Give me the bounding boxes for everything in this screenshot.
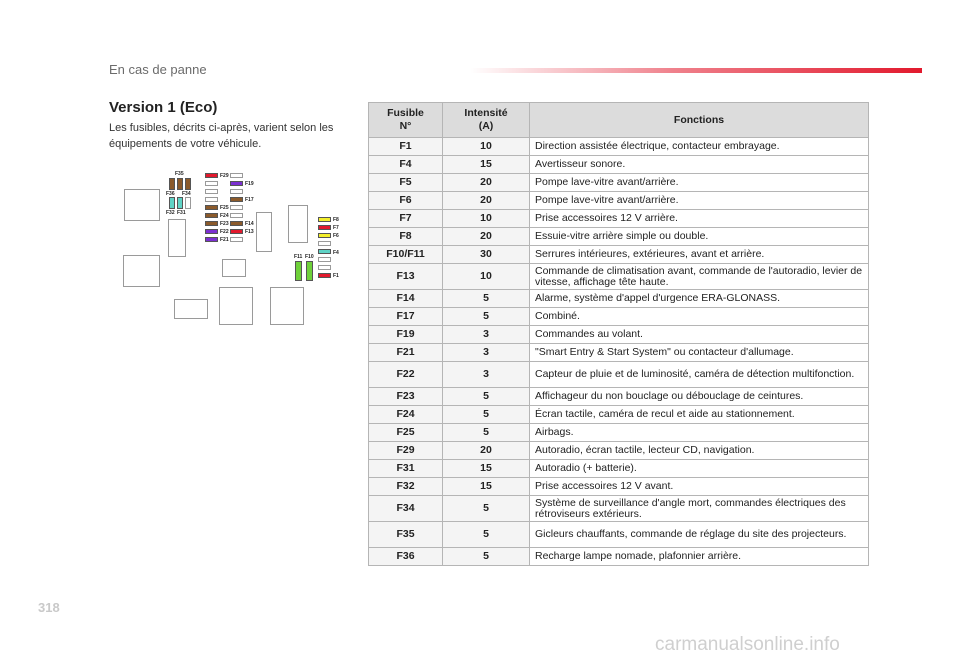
- table-row: [369, 290, 869, 308]
- amperage-cell: 10: [443, 264, 530, 290]
- fuse-slot: [205, 221, 218, 226]
- amperage-cell: 3: [443, 326, 530, 344]
- fuse-slot-empty: [230, 173, 243, 178]
- fuse-slot-empty: [318, 241, 331, 246]
- fuse-label: F24: [220, 213, 229, 219]
- fuse-slot-empty: [318, 257, 331, 262]
- fuse-table: [368, 102, 869, 566]
- amperage-cell: 15: [443, 460, 530, 478]
- header-fuse: Fusible N°: [369, 103, 443, 138]
- header-accent-bar: [470, 68, 922, 73]
- table-row: [369, 174, 869, 192]
- amperage-cell: 20: [443, 192, 530, 210]
- component-outline: [256, 212, 272, 252]
- fuse-label: F4: [333, 250, 339, 256]
- fuse-slot-empty: [230, 237, 243, 242]
- table-row: [369, 228, 869, 246]
- fuse-number-cell: F6: [369, 192, 443, 210]
- amperage-cell: 5: [443, 388, 530, 406]
- fuse-slot: [205, 173, 218, 178]
- amperage-cell: 20: [443, 228, 530, 246]
- amperage-cell: 3: [443, 344, 530, 362]
- function-cell: Alarme, système d'appel d'urgence ERA-GLONASS.: [530, 290, 869, 308]
- fuse-slot-empty: [205, 181, 218, 186]
- fuse-label: F17: [245, 197, 254, 203]
- fuse-label: F19: [245, 181, 254, 187]
- table-row: [369, 246, 869, 264]
- fuse-slot-empty: [230, 189, 243, 194]
- function-cell: Système de surveillance d'angle mort, commandes électriques des rétroviseurs extérieurs.: [530, 496, 869, 522]
- fuse-number-cell: F10/F11: [369, 246, 443, 264]
- component-outline: [124, 189, 160, 221]
- fuse-number-cell: F23: [369, 388, 443, 406]
- table-row: [369, 326, 869, 344]
- fuse-label: F7: [333, 225, 339, 231]
- fuse-slot: [177, 197, 183, 209]
- amperage-cell: 10: [443, 210, 530, 228]
- fuse-slot: [230, 197, 243, 202]
- fuse-slot: [318, 225, 331, 230]
- component-outline: [123, 255, 160, 287]
- component-outline: [270, 287, 304, 325]
- fuse-number-cell: F7: [369, 210, 443, 228]
- fuse-label: F29: [220, 173, 229, 179]
- table-row: [369, 522, 869, 548]
- fuse-slot: [318, 217, 331, 222]
- component-outline: [174, 299, 208, 319]
- function-cell: Airbags.: [530, 424, 869, 442]
- fuse-slot-empty: [318, 265, 331, 270]
- amperage-cell: 5: [443, 522, 530, 548]
- table-row: [369, 548, 869, 566]
- table-row: [369, 192, 869, 210]
- header-title: En cas de panne: [109, 62, 207, 77]
- fuse-number-cell: F13: [369, 264, 443, 290]
- table-row: [369, 156, 869, 174]
- function-cell: Autoradio (+ batterie).: [530, 460, 869, 478]
- fuse-slot: [230, 229, 243, 234]
- component-outline: [288, 205, 308, 243]
- fuse-label: F25: [220, 205, 229, 211]
- table-row: [369, 442, 869, 460]
- function-cell: "Smart Entry & Start System" ou contacteur d'allumage.: [530, 344, 869, 362]
- fuse-number-cell: F32: [369, 478, 443, 496]
- fuse-number-cell: F35: [369, 522, 443, 548]
- function-cell: Combiné.: [530, 308, 869, 326]
- fuse-label: F1: [333, 273, 339, 279]
- header-amps: Intensité (A): [443, 103, 530, 138]
- fuse-slot: [205, 205, 218, 210]
- function-cell: Direction assistée électrique, contacteur embrayage.: [530, 138, 869, 156]
- table-row: [369, 460, 869, 478]
- amperage-cell: 5: [443, 424, 530, 442]
- fuse-number-cell: F14: [369, 290, 443, 308]
- section-intro: Les fusibles, décrits ci-après, varient selon les équipements de votre véhicule.: [109, 122, 334, 150]
- fuse-label: F34: [182, 191, 191, 197]
- table-row: [369, 138, 869, 156]
- fuse-slot: [205, 237, 218, 242]
- fuse-number-cell: F36: [369, 548, 443, 566]
- fuse-label: F8: [333, 217, 339, 223]
- amperage-cell: 30: [443, 246, 530, 264]
- fuse-slot: [306, 261, 313, 281]
- fuse-slot: [205, 229, 218, 234]
- fuse-label: F36: [166, 191, 175, 197]
- fuse-slot: [230, 181, 243, 186]
- amperage-cell: 15: [443, 156, 530, 174]
- fuse-number-cell: F25: [369, 424, 443, 442]
- fuse-slot-empty: [205, 197, 218, 202]
- fuse-slot-empty: [230, 205, 243, 210]
- component-outline: [222, 259, 246, 277]
- function-cell: Pompe lave-vitre avant/arrière.: [530, 192, 869, 210]
- fuse-slot: [318, 249, 331, 254]
- fuse-label: F10: [305, 254, 314, 260]
- fuse-number-cell: F4: [369, 156, 443, 174]
- function-cell: Prise accessoires 12 V avant.: [530, 478, 869, 496]
- function-cell: Serrures intérieures, extérieures, avant et arrière.: [530, 246, 869, 264]
- fuse-slot: [185, 178, 191, 190]
- page-number: 318: [38, 600, 60, 615]
- function-cell: Affichageur du non bouclage ou débouclage de ceintures.: [530, 388, 869, 406]
- fuse-number-cell: F17: [369, 308, 443, 326]
- function-cell: Avertisseur sonore.: [530, 156, 869, 174]
- fuse-slot: [169, 197, 175, 209]
- fuse-label: F31: [177, 210, 186, 216]
- fuse-label: F22: [220, 229, 229, 235]
- amperage-cell: 15: [443, 478, 530, 496]
- fuse-slot: [318, 233, 331, 238]
- fuse-number-cell: F31: [369, 460, 443, 478]
- component-outline: [219, 287, 253, 325]
- amperage-cell: 5: [443, 290, 530, 308]
- function-cell: Pompe lave-vitre avant/arrière.: [530, 174, 869, 192]
- fuse-slot: [318, 273, 331, 278]
- fuse-slot-empty: [230, 213, 243, 218]
- fuse-label: F6: [333, 233, 339, 239]
- section-title: Version 1 (Eco): [109, 99, 218, 116]
- header-functions: Fonctions: [530, 103, 869, 138]
- table-row: [369, 496, 869, 522]
- fuse-slot-empty: [185, 197, 191, 209]
- table-row: [369, 424, 869, 442]
- fuse-number-cell: F19: [369, 326, 443, 344]
- fuse-label: F35: [175, 171, 184, 177]
- function-cell: Écran tactile, caméra de recul et aide au stationnement.: [530, 406, 869, 424]
- function-cell: Recharge lampe nomade, plafonnier arrière.: [530, 548, 869, 566]
- table-row: [369, 264, 869, 290]
- function-cell: Capteur de pluie et de luminosité, caméra de détection multifonction.: [530, 362, 869, 388]
- function-cell: Essuie-vitre arrière simple ou double.: [530, 228, 869, 246]
- fuse-number-cell: F24: [369, 406, 443, 424]
- amperage-cell: 5: [443, 496, 530, 522]
- table-row: [369, 308, 869, 326]
- function-cell: Prise accessoires 12 V arrière.: [530, 210, 869, 228]
- fuse-label: F14: [245, 221, 254, 227]
- table-row: [369, 210, 869, 228]
- component-outline: [168, 219, 186, 257]
- fuse-number-cell: F22: [369, 362, 443, 388]
- fuse-label: F11: [294, 254, 303, 260]
- fuse-slot: [169, 178, 175, 190]
- table-row: [369, 406, 869, 424]
- amperage-cell: 3: [443, 362, 530, 388]
- table-row: [369, 478, 869, 496]
- fuse-label: F13: [245, 229, 254, 235]
- fuse-number-cell: F29: [369, 442, 443, 460]
- fuse-label: F32: [166, 210, 175, 216]
- amperage-cell: 5: [443, 308, 530, 326]
- fuse-slot: [230, 221, 243, 226]
- amperage-cell: 10: [443, 138, 530, 156]
- fuse-box-diagram: [118, 165, 348, 335]
- fuse-number-cell: F1: [369, 138, 443, 156]
- amperage-cell: 20: [443, 442, 530, 460]
- function-cell: Commande de climatisation avant, commande de l'autoradio, levier de vitesse, affichage tête haute.: [530, 264, 869, 290]
- function-cell: Commandes au volant.: [530, 326, 869, 344]
- fuse-slot: [205, 213, 218, 218]
- fuse-slot: [295, 261, 302, 281]
- fuse-number-cell: F21: [369, 344, 443, 362]
- amperage-cell: 5: [443, 548, 530, 566]
- table-row: [369, 388, 869, 406]
- amperage-cell: 20: [443, 174, 530, 192]
- table-row: [369, 362, 869, 388]
- watermark: carmanualsonline.info: [655, 634, 840, 655]
- fuse-label: F21: [220, 237, 229, 243]
- function-cell: Gicleurs chauffants, commande de réglage du site des projecteurs.: [530, 522, 869, 548]
- fuse-slot-empty: [205, 189, 218, 194]
- table-row: [369, 344, 869, 362]
- fuse-number-cell: F34: [369, 496, 443, 522]
- fuse-number-cell: F8: [369, 228, 443, 246]
- fuse-number-cell: F5: [369, 174, 443, 192]
- fuse-label: F23: [220, 221, 229, 227]
- fuse-slot: [177, 178, 183, 190]
- function-cell: Autoradio, écran tactile, lecteur CD, navigation.: [530, 442, 869, 460]
- amperage-cell: 5: [443, 406, 530, 424]
